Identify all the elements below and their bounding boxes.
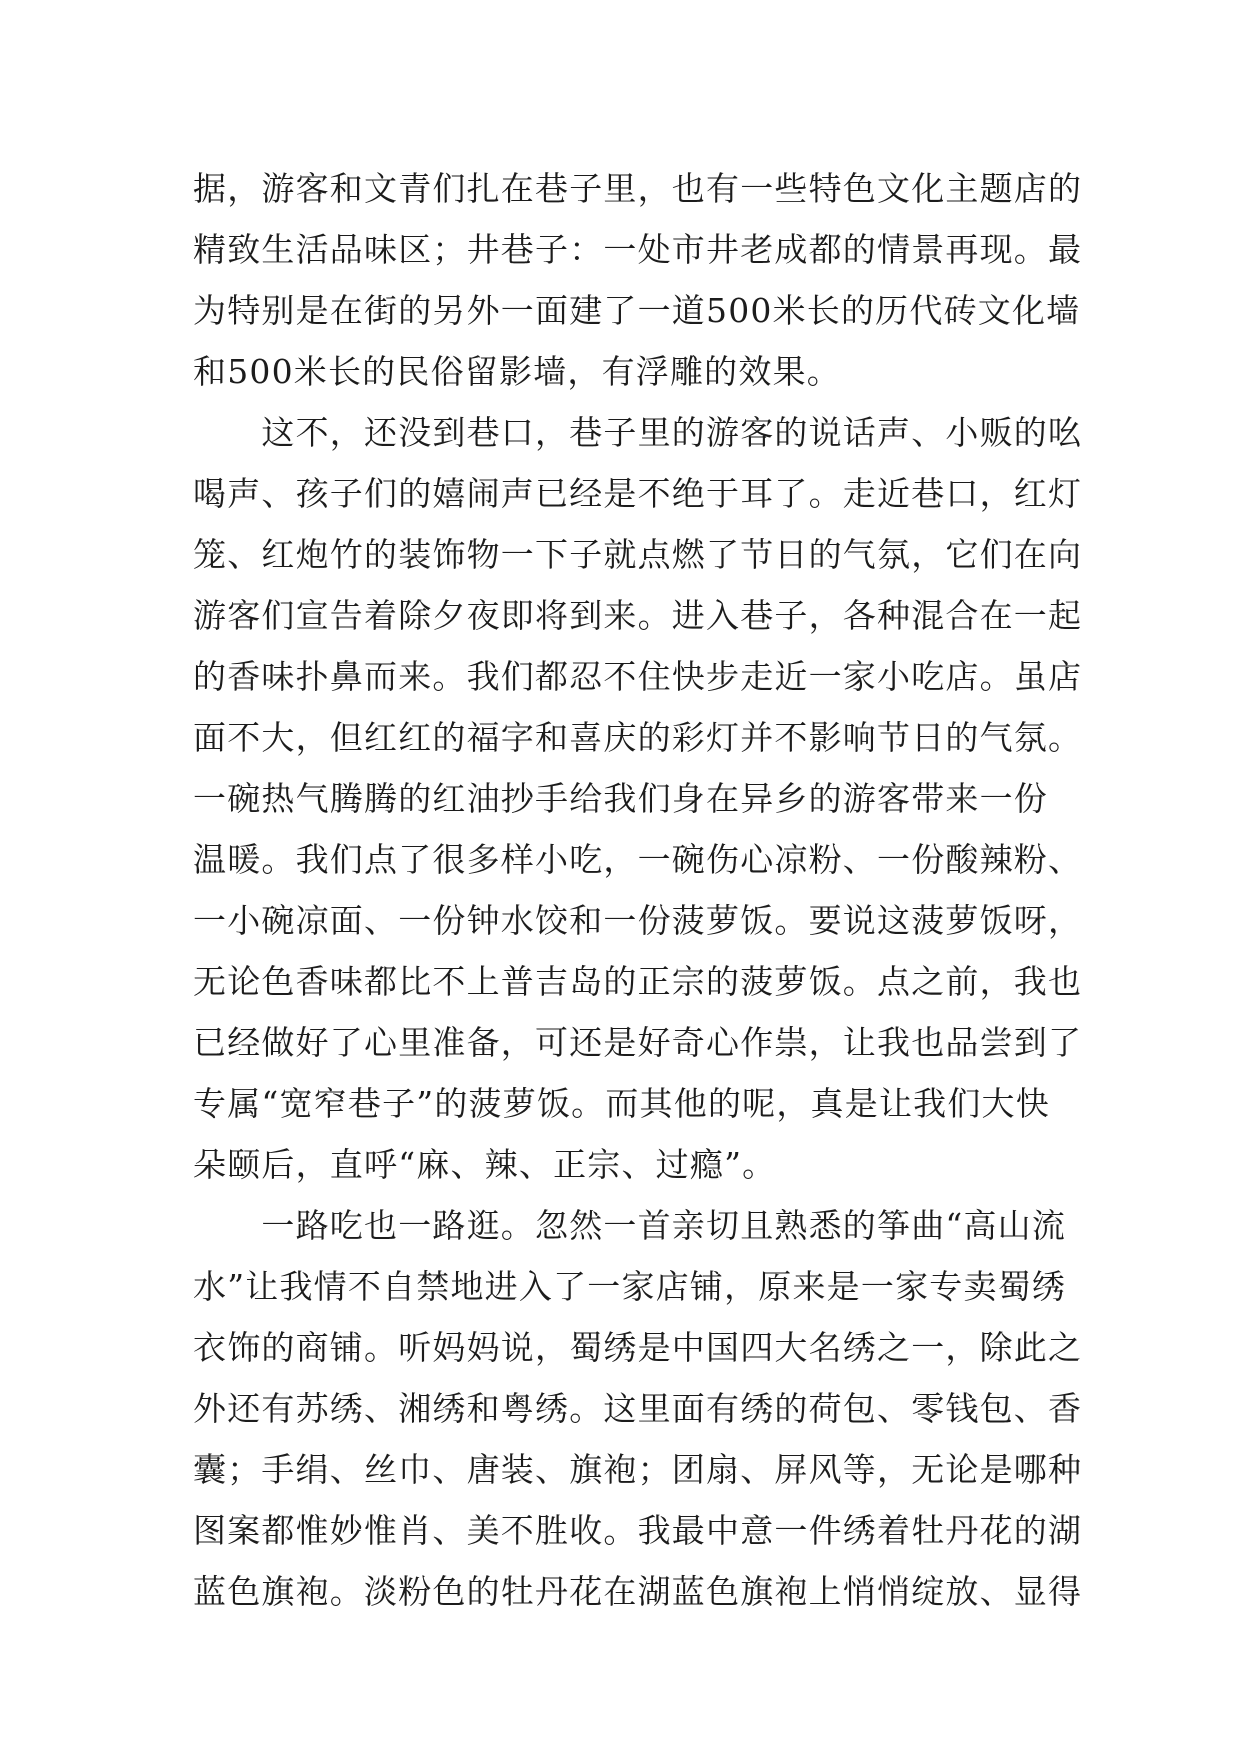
text-line: 无论色香味都比不上普吉岛的正宗的菠萝饭。点之前，我也 — [193, 962, 1083, 1001]
text-line: 一小碗凉面、一份钟水饺和一份菠萝饭。要说这菠萝饭呀， — [193, 901, 1083, 940]
text-line: 面不大，但红红的福字和喜庆的彩灯并不影响节日的气氛。 — [193, 718, 1083, 757]
text-line: 蓝色旗袍。淡粉色的牡丹花在湖蓝色旗袍上悄悄绽放、显得 — [193, 1572, 1083, 1611]
text-line: 精致生活品味区；井巷子：一处市井老成都的情景再现。最 — [193, 230, 1083, 269]
text-line: 据，游客和文青们扎在巷子里，也有一些特色文化主题店的 — [193, 169, 1083, 208]
text-line: 专属“宽窄巷子”的菠萝饭。而其他的呢，真是让我们大快 — [193, 1084, 1050, 1123]
text-line: 朵颐后，直呼“麻、辣、正宗、过瘾”。 — [193, 1145, 777, 1184]
text-line: 已经做好了心里准备，可还是好奇心作祟，让我也品尝到了 — [193, 1023, 1083, 1062]
text-line: 图案都惟妙惟肖、美不胜收。我最中意一件绣着牡丹花的湖 — [193, 1511, 1083, 1550]
text-line: 水”让我情不自禁地进入了一家店铺，原来是一家专卖蜀绣 — [193, 1267, 1067, 1306]
body-text — [193, 158, 1083, 1622]
text-line: 囊；手绢、丝巾、唐装、旗袍；团扇、屏风等，无论是哪种 — [193, 1450, 1083, 1489]
text-line: 外还有苏绣、湘绣和粤绣。这里面有绣的荷包、零钱包、香 — [193, 1389, 1083, 1428]
paragraph-start-line: 这不，还没到巷口，巷子里的游客的说话声、小贩的吆 — [193, 413, 1083, 452]
text-line: 喝声、孩子们的嬉闹声已经是不绝于耳了。走近巷口，红灯 — [193, 474, 1083, 513]
text-line: 的香味扑鼻而来。我们都忍不住快步走近一家小吃店。虽店 — [193, 657, 1083, 696]
text-line: 和500米长的民俗留影墙，有浮雕的效果。 — [193, 352, 841, 391]
text-line: 为特别是在街的另外一面建了一道500米长的历代砖文化墙 — [193, 291, 1081, 330]
text-line: 笼、红炮竹的装饰物一下子就点燃了节日的气氛，它们在向 — [193, 535, 1083, 574]
text-line: 衣饰的商铺。听妈妈说，蜀绣是中国四大名绣之一，除此之 — [193, 1328, 1083, 1367]
text-line: 一碗热气腾腾的红油抄手给我们身在异乡的游客带来一份 — [193, 779, 1048, 818]
text-line: 游客们宣告着除夕夜即将到来。进入巷子，各种混合在一起 — [193, 596, 1083, 635]
paragraph-start-line: 一路吃也一路逛。忽然一首亲切且熟悉的筝曲“高山流 — [193, 1206, 1067, 1245]
text-line: 温暖。我们点了很多样小吃，一碗伤心凉粉、一份酸辣粉、 — [193, 840, 1083, 879]
